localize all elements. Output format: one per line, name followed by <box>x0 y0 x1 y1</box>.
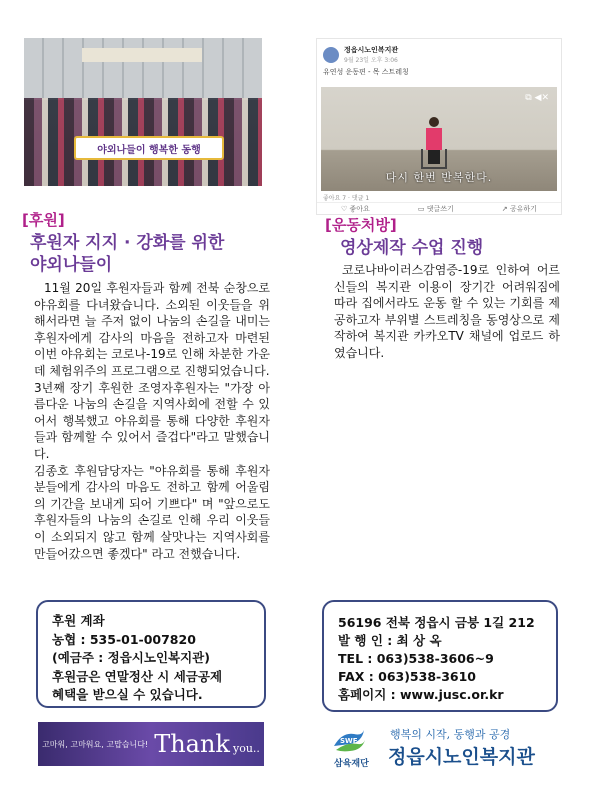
swf-logo-icon <box>332 728 366 754</box>
svg-text:SWF: SWF <box>340 737 358 745</box>
telephone: TEL : 063)538-3606~9 <box>338 651 494 666</box>
post-title: 유연성 운동편 - 목 스트레칭 <box>323 68 409 76</box>
thank-you-banner <box>38 722 264 766</box>
post-actions <box>317 202 561 214</box>
paragraph-3: 김종호 후원담당자는 "야유회를 통해 후원자분들에게 감사의 마음도 전하고 함께 어울림의 기간을 보내게 되어 기쁘다" 며 "앞으로도 후원자들의 나눔의 손길로 인해 우리 이웃들이 소외되지 않고 함께 살맛나는 지역사회를 만들어갔으면 좋겠다" 라고 전했습니다. <box>34 463 270 561</box>
video-post-screenshot <box>316 38 562 215</box>
comment-action: ▭ 댓글쓰기 <box>417 205 454 213</box>
title-line-2: 야외나들이 <box>30 255 113 275</box>
fax: FAX : 063)538-3610 <box>338 669 476 684</box>
post-stats: 좋아요 7 · 댓글 1 <box>323 195 370 202</box>
exercise-tag: [운동처방] <box>325 216 397 234</box>
paragraph-2: 3년째 장기 후원한 조영자후원자는 "가장 아름다운 나눔의 손길을 지역사회에 전할 수 있어서 행복했고 야유회를 통해 다양한 후원자들과 함께할 수 있어서 즐겁다"라고 말했습니다. <box>34 380 270 461</box>
logo-slogan: 행복의 시작, 동행과 공경 <box>390 728 511 741</box>
publisher-info-box <box>322 600 558 712</box>
sponsor-article-title <box>30 232 270 276</box>
exercise-article-title: 영상제작 수업 진행 <box>340 238 484 258</box>
address: 56196 전북 정읍시 금붕 1길 212 <box>338 615 535 630</box>
welfare-center-logo <box>330 726 552 770</box>
like-action: ♡ 좋아요 <box>341 205 370 213</box>
thanks-big-text: Thank <box>154 730 230 758</box>
instructor-figure <box>425 117 443 165</box>
thanks-small-text: 고마워, 고마워요, 고맙습니다! <box>42 739 149 749</box>
tax-note-1: 후원금은 연말정산 시 세금공제 <box>52 668 223 684</box>
homepage: 홈페이지 : www.jusc.or.kr <box>338 687 504 702</box>
share-action: ↗ 공유하기 <box>501 205 537 213</box>
publisher: 발 행 인 : 최 상 옥 <box>338 633 442 648</box>
exercise-article-body: 코로나바이러스감염증-19로 인하여 어르신들의 복지관 이용이 장기간 어려워짐에 따라 집에서라도 운동 할 수 있는 기회를 제공하고자 부위별 스트레칭을 동영상으로 제작하여 복지관 카카오TV 채널에 업로드 하였습니다. <box>334 263 560 360</box>
tax-note-2: 혜택을 받으실 수 있습니다. <box>52 687 203 702</box>
photo-banner: 야외나들이 행복한 동행 <box>74 136 224 160</box>
post-header <box>323 45 398 64</box>
video-frame <box>321 87 557 191</box>
center-name: 정읍시노인복지관 <box>388 746 535 768</box>
account-holder: (예금주 : 정읍시노인복지관) <box>52 650 210 665</box>
video-controls-icon: ⧉ ◀✕ <box>525 93 549 103</box>
page-avatar <box>323 47 339 63</box>
sponsor-tag: [후원] <box>22 211 65 229</box>
page-name: 정읍시노인복지관 <box>344 46 399 54</box>
donation-account-box <box>36 600 266 708</box>
post-time: 9월 23일 오후 3:06 <box>344 57 398 64</box>
foundation-name: 삼육재단 <box>334 759 369 769</box>
video-caption: 다시 한번 반복한다. <box>385 171 493 184</box>
paragraph-1: 11월 20일 후원자들과 함께 전북 순창으로 야유회를 다녀왔습니다. 소외된 이웃들을 위해서라면 늘 주저 없이 나눔의 손길을 내미는 후원자에게 감사의 마음을 전하고자 마련된 이번 야유회는 코로나-19로 인해 차분한 가운데 체험위주의 프로그램으로 진행되었습니다. <box>34 281 270 378</box>
building-sign <box>82 48 202 62</box>
sponsor-article-body <box>34 280 270 562</box>
account-heading: 후원 계좌 <box>52 613 105 628</box>
account-number: 농협 : 535-01-007820 <box>52 631 196 647</box>
title-line-1: 후원자 지지 · 강화를 위한 <box>30 233 225 253</box>
outing-group-photo <box>24 38 262 186</box>
thanks-you-text: you.. <box>232 741 260 755</box>
